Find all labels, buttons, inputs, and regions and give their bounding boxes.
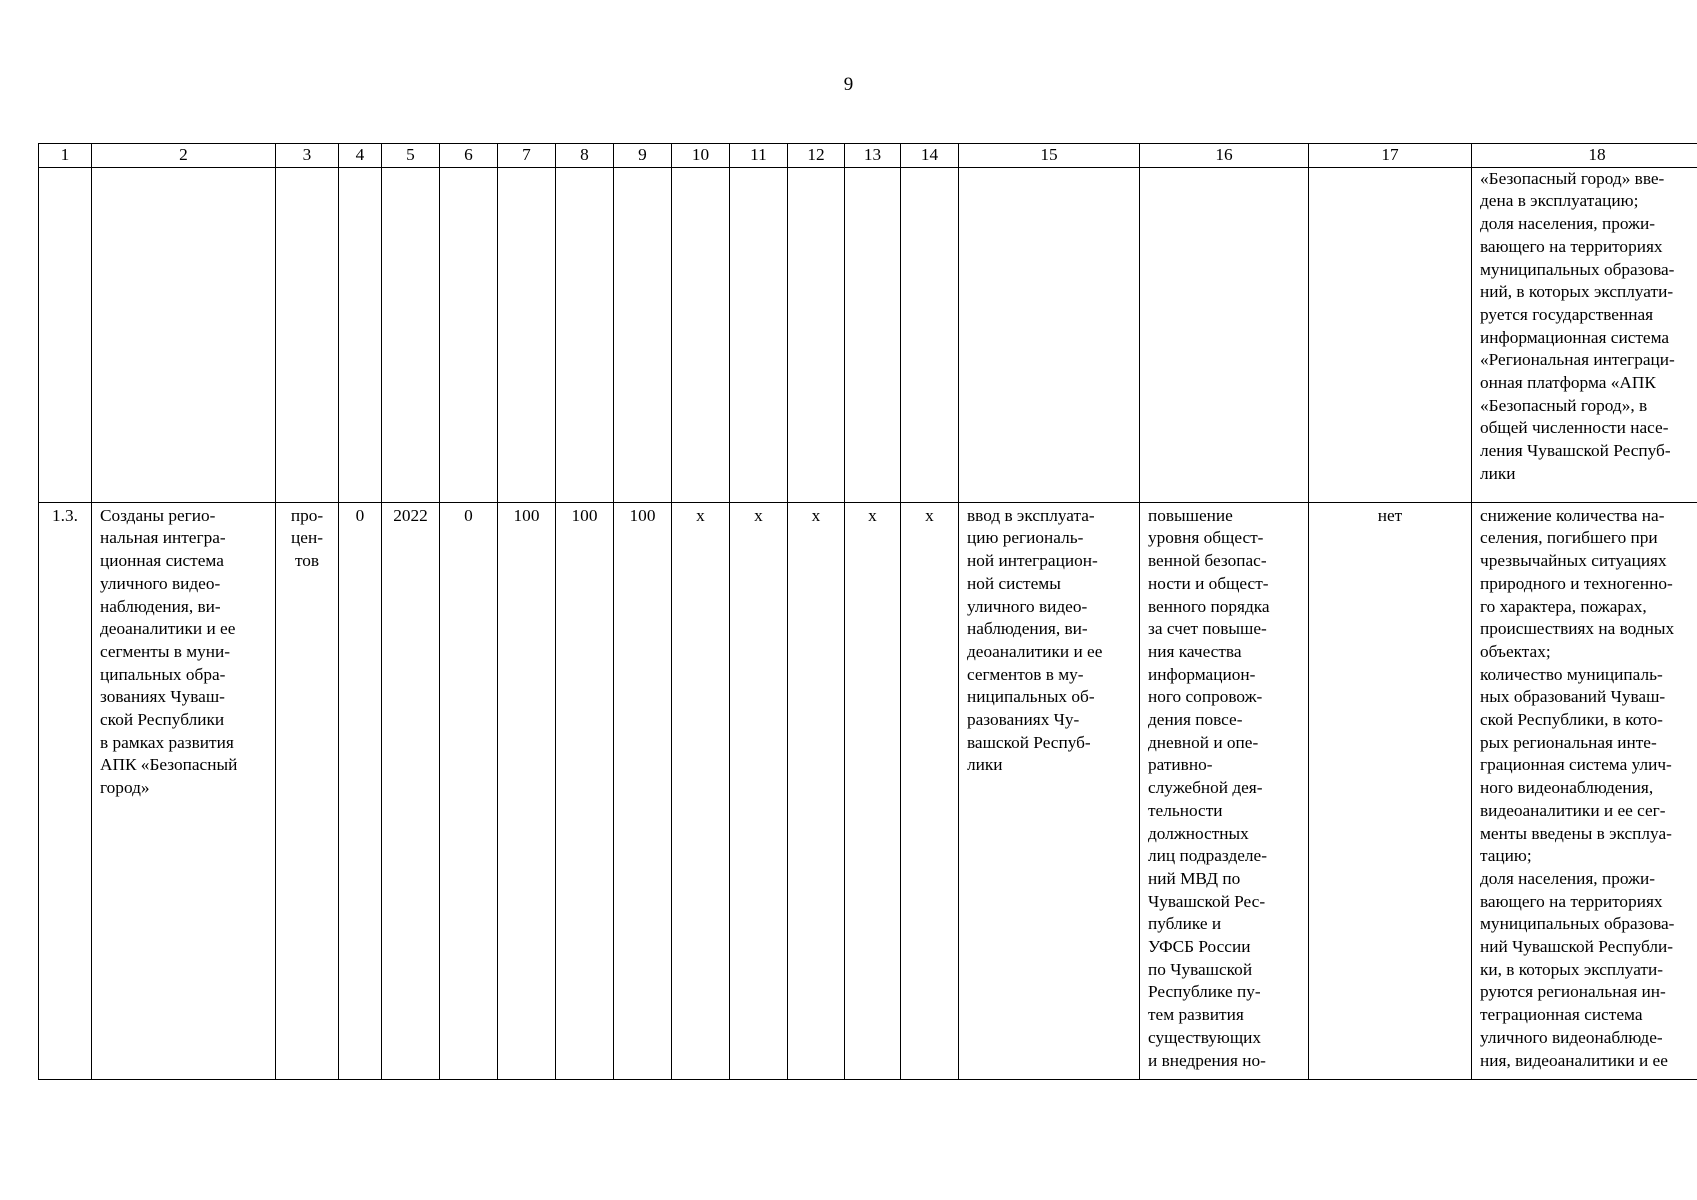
value-cell: х <box>901 502 959 1079</box>
header-cell: 17 <box>1309 144 1472 168</box>
program-table <box>38 143 1697 1080</box>
header-cell: 11 <box>730 144 788 168</box>
page-number: 9 <box>843 74 854 95</box>
header-cell: 10 <box>672 144 730 168</box>
header-cell: 4 <box>339 144 382 168</box>
table-cell <box>1140 167 1309 502</box>
value-cell: 0 <box>440 502 498 1079</box>
indicators-cell: «Безопасный город» вве- дена в эксплуатацию; доля населения, прожи- вающего на территориях муниципальных образова- ний, в которых эксплуати- руется государственная информационная система «Региональная интеграци- онная платформа «АПК «Безопасный город», в общей численности насе- ления Чувашской Респуб- лики <box>1472 167 1697 502</box>
header-cell: 15 <box>959 144 1140 168</box>
table-cell <box>672 167 730 502</box>
table-cell <box>845 167 901 502</box>
header-cell: 13 <box>845 144 901 168</box>
table-cell <box>92 167 276 502</box>
value-cell: х <box>730 502 788 1079</box>
table-cell <box>556 167 614 502</box>
header-cell: 7 <box>498 144 556 168</box>
header-cell: 2 <box>92 144 276 168</box>
table-cell <box>901 167 959 502</box>
flag-cell: нет <box>1309 502 1472 1079</box>
header-cell: 1 <box>39 144 92 168</box>
year-cell: 2022 <box>382 502 440 1079</box>
header-cell: 18 <box>1472 144 1697 168</box>
header-cell: 16 <box>1140 144 1309 168</box>
header-cell: 6 <box>440 144 498 168</box>
table-cell <box>440 167 498 502</box>
table-cell <box>959 167 1140 502</box>
value-cell: 100 <box>498 502 556 1079</box>
indicators-cell: снижение количества на- селения, погибшего при чрезвычайных ситуациях природного и техногенно- го характера, пожарах, происшествиях на водных объектах; количество муниципаль- ных образований Чуваш- ской Республики, в кото- рых региональная инте- грационная система улич- ного видеонаблюдения, видеоаналитики и ее сег- менты введены в эксплуа- тацию; доля населения, прожи- вающего на территориях муниципальных образова- ний Чувашской Республи- ки, в которых эксплуати- руются региональная ин- теграционная система уличного видеонаблюде- ния, видеоаналитики и ее <box>1472 502 1697 1079</box>
header-cell: 12 <box>788 144 845 168</box>
value-cell: 100 <box>614 502 672 1079</box>
value-cell: х <box>788 502 845 1079</box>
unit-cell: про- цен- тов <box>276 502 339 1079</box>
table-row-1-3 <box>39 502 1697 1079</box>
value-cell: х <box>672 502 730 1079</box>
value-cell: х <box>845 502 901 1079</box>
table-header-row <box>39 144 1697 168</box>
header-cell: 5 <box>382 144 440 168</box>
table-cell <box>276 167 339 502</box>
table-cell <box>382 167 440 502</box>
table-cell <box>614 167 672 502</box>
table-cell <box>339 167 382 502</box>
header-cell: 3 <box>276 144 339 168</box>
header-cell: 8 <box>556 144 614 168</box>
value-cell: 100 <box>556 502 614 1079</box>
value-cell: 0 <box>339 502 382 1079</box>
table-row-continuation <box>39 167 1697 502</box>
table-cell <box>498 167 556 502</box>
result-cell: ввод в эксплуата- цию региональ- ной интеграцион- ной системы уличного видео- наблюдения, ви- деоаналитики и ее сегментов в му- ниципальных об- разованиях Чу- вашской Респуб- лики <box>959 502 1140 1079</box>
table-cell <box>730 167 788 502</box>
row-number: 1.3. <box>39 502 92 1079</box>
header-cell: 14 <box>901 144 959 168</box>
header-cell: 9 <box>614 144 672 168</box>
effect-cell: повышение уровня общест- венной безопас- ности и общест- венного порядка за счет повыше- ния качества информацион- ного сопровож- дения повсе- дневной и опе- ративно- служебной дея- тельности должностных лиц подразделе- ний МВД по Чувашской Рес- публике и УФСБ России по Чувашской Республике пу- тем развития существующих и внедрения но- <box>1140 502 1309 1079</box>
table-cell <box>39 167 92 502</box>
task-name-cell: Созданы регио- нальная интегра- ционная система уличного видео- наблюдения, ви- деоаналитики и ее сегменты в муни- ципальных обра- зованиях Чуваш- ской Республики в рамках развития АПК «Безопасный город» <box>92 502 276 1079</box>
table-cell <box>788 167 845 502</box>
table-cell <box>1309 167 1472 502</box>
